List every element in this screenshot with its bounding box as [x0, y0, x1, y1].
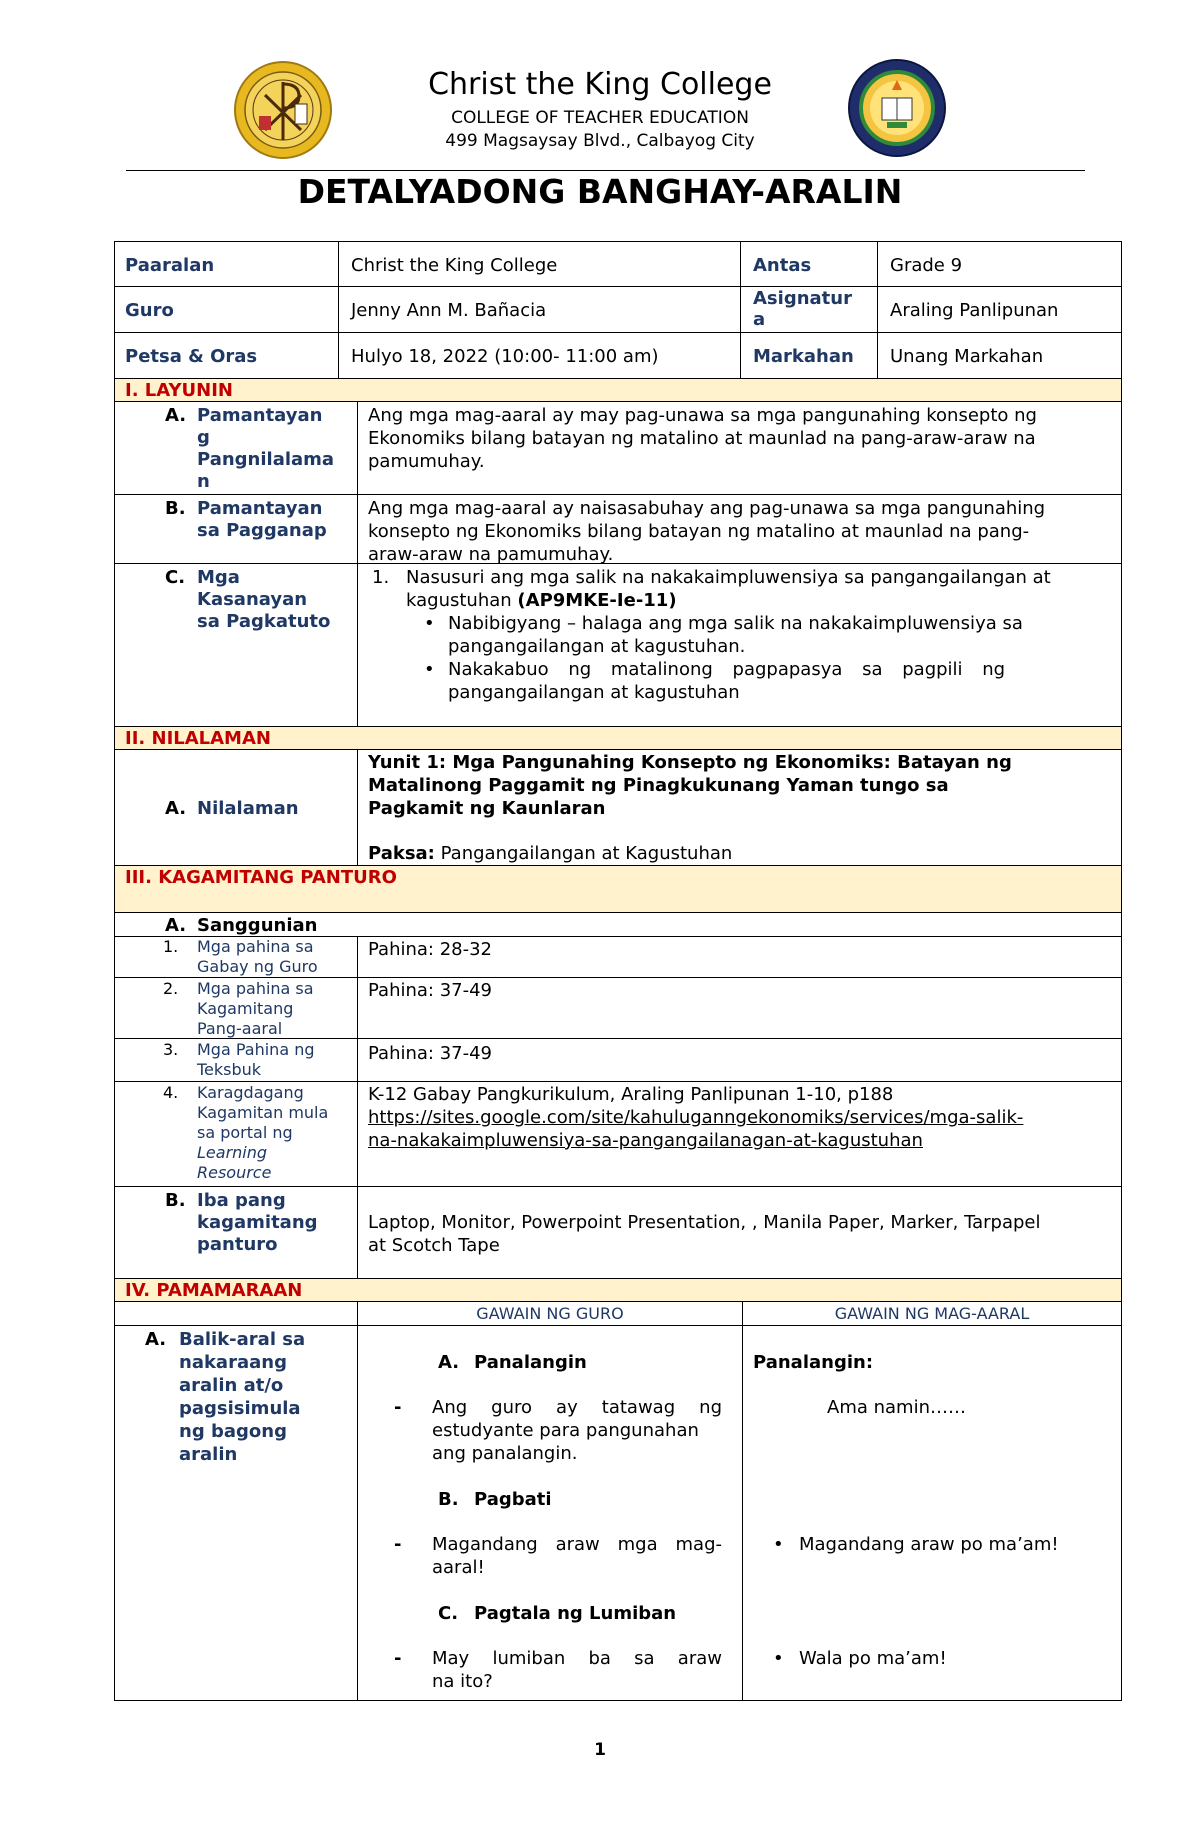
guro-step-title: Pagtala ng Lumiban — [474, 1603, 677, 1624]
nilalaman-text-cell — [357, 749, 1122, 866]
info-cell — [114, 286, 339, 333]
magaaral-prayer: Ama namin…… — [827, 1397, 966, 1418]
ref-label: Kagamitang — [197, 999, 294, 1018]
balik-aral-label: aralin — [179, 1444, 238, 1465]
layunin-c-bullet: pangangailangan at kagustuhan — [448, 682, 740, 703]
info-cell — [114, 332, 339, 379]
ref-label: Learning — [197, 1143, 268, 1162]
nilalaman-a-label: Nilalaman — [197, 798, 299, 819]
college-name: Christ the King College — [428, 67, 772, 102]
ref-label: Teksbuk — [197, 1060, 262, 1079]
layunin-a-label-cell — [114, 401, 358, 495]
magaaral-title: Panalangin: — [753, 1352, 874, 1373]
bullet-icon: • — [424, 613, 435, 634]
ref-label: Kagamitan mula — [197, 1103, 329, 1122]
sanggunian-letter: A. — [165, 915, 187, 936]
paksa-label: Paksa: — [368, 843, 435, 864]
iba-pang-label-cell — [114, 1186, 358, 1279]
layunin-a-text: pamumuhay. — [368, 451, 485, 472]
info-cell — [338, 241, 741, 287]
asignatura-label-cont: a — [753, 309, 766, 330]
layunin-b-text-cell — [357, 494, 1122, 564]
page-number: 1 — [594, 1740, 606, 1760]
layunin-c-bullet: Nabibigyang – halaga ang mga salik na nakakaimpluwensiya sa — [448, 613, 1023, 634]
ref-value: Pahina: 28-32 — [368, 939, 493, 960]
dash-icon: - — [394, 1397, 402, 1418]
layunin-c-text: Nasusuri ang mga salik na nakakaimpluwensiya sa pangangailangan at — [406, 567, 1051, 588]
ref-number: 3. — [163, 1040, 179, 1059]
guro-step-text: Ang guro ay tatawag ng — [432, 1397, 722, 1418]
ref-value: K-12 Gabay Pangkurikulum, Araling Panlipunan 1-10, p188 — [368, 1084, 894, 1105]
guro-step-title: Pagbati — [474, 1489, 552, 1510]
competency-code: (AP9MKE-Ie-11) — [517, 590, 677, 611]
ref-value: Pahina: 37-49 — [368, 1043, 493, 1064]
ref-label-cell — [114, 1081, 358, 1187]
bullet-icon: • — [424, 659, 435, 680]
kagamitan-heading: III. KAGAMITANG PANTURO — [125, 867, 397, 888]
asignatura-value: Araling Panlipunan — [890, 300, 1059, 321]
info-cell — [877, 286, 1122, 333]
layunin-a-text-cell — [357, 401, 1122, 495]
ref-label: Resource — [197, 1163, 272, 1182]
antas-label: Antas — [753, 255, 812, 276]
guro-step-letter: A. — [438, 1352, 460, 1373]
header-divider — [126, 170, 1085, 171]
gawain-magaaral-header: GAWAIN NG MAG-AARAL — [834, 1304, 1030, 1323]
ref-label-cell — [114, 977, 358, 1039]
ref-value-cell — [357, 1038, 1122, 1082]
guro-step-title: Panalangin — [474, 1352, 587, 1373]
ref-value-cell — [357, 936, 1122, 978]
column-header-blank — [114, 1301, 358, 1326]
gawain-guro-cell — [357, 1325, 743, 1701]
ref-value-cell — [357, 977, 1122, 1039]
guro-step-text: Magandang araw mga mag- — [432, 1534, 722, 1555]
info-cell — [740, 241, 878, 287]
ref-value: Pahina: 37-49 — [368, 980, 493, 1001]
iba-pang-label: kagamitang — [197, 1212, 318, 1233]
guro-step-text: ang panalangin. — [432, 1443, 578, 1464]
layunin-b-label: Pamantayan — [197, 498, 323, 519]
balik-aral-label-cell — [114, 1325, 358, 1701]
nilalaman-heading: II. NILALAMAN — [125, 728, 271, 749]
asignatura-label: Asignatur — [753, 288, 852, 309]
info-cell — [338, 332, 741, 379]
layunin-c-label: Kasanayan — [197, 589, 308, 610]
ref-label-cell — [114, 1038, 358, 1082]
layunin-c-bullet: pangangailangan at kagustuhan. — [448, 636, 746, 657]
sanggunian-label: Sanggunian — [197, 915, 318, 936]
sanggunian-row — [114, 912, 1122, 937]
column-header-magaaral — [742, 1301, 1122, 1326]
layunin-c-text: kagustuhan — [406, 590, 512, 611]
guro-step-text: May lumiban ba sa araw — [432, 1648, 722, 1669]
iba-pang-value-cell — [357, 1186, 1122, 1279]
layunin-a-letter: A. — [165, 405, 187, 426]
layunin-b-text: Ang mga mag-aaral ay naisasabuhay ang pag-unawa sa mga pangunahing — [368, 498, 1046, 519]
ref-label: Mga Pahina ng — [197, 1040, 315, 1059]
layunin-c-letter: C. — [165, 567, 186, 588]
iba-pang-label: panturo — [197, 1234, 278, 1255]
nilalaman-label-cell — [114, 749, 358, 866]
document-title: DETALYADONG BANGHAY-ARALIN — [297, 172, 903, 211]
resource-link[interactable]: https://sites.google.com/site/kahuluganngekonomiks/services/mga-salik- — [368, 1107, 1024, 1128]
layunin-c-label: sa Pagkatuto — [197, 611, 331, 632]
layunin-c-text-line — [406, 589, 677, 612]
markahan-label: Markahan — [753, 346, 854, 367]
petsa-label: Petsa & Oras — [125, 346, 258, 367]
dash-icon: - — [394, 1648, 402, 1669]
guro-value: Jenny Ann M. Bañacia — [351, 300, 547, 321]
iba-pang-label: Iba pang — [197, 1190, 286, 1211]
antas-value: Grade 9 — [890, 255, 963, 276]
magaaral-response: Wala po ma’am! — [799, 1648, 947, 1669]
ref-label-cell — [114, 936, 358, 978]
info-cell — [114, 241, 339, 287]
section-band-layunin — [114, 378, 1122, 402]
iba-pang-letter: B. — [165, 1190, 186, 1211]
layunin-b-label-cell — [114, 494, 358, 564]
info-cell — [338, 286, 741, 333]
bullet-icon: • — [773, 1648, 784, 1669]
paksa-line — [368, 842, 732, 865]
bullet-icon: • — [773, 1534, 784, 1555]
layunin-b-text: araw-araw na pamumuhay. — [368, 544, 614, 565]
info-cell — [740, 286, 878, 333]
ref-number: 1. — [163, 937, 179, 956]
layunin-b-label: sa Pagganap — [197, 520, 327, 541]
ref-number: 4. — [163, 1083, 179, 1102]
layunin-a-label: g — [197, 427, 210, 448]
layunin-c-label: Mga — [197, 567, 240, 588]
paksa-value: Pangangailangan at Kagustuhan — [440, 843, 733, 864]
info-cell — [877, 241, 1122, 287]
materials-list: Laptop, Monitor, Powerpoint Presentation, , Manila Paper, Marker, Tarpapel — [368, 1212, 1041, 1233]
balik-aral-label: nakaraang — [179, 1352, 287, 1373]
balik-aral-letter: A. — [145, 1329, 167, 1350]
layunin-heading: I. LAYUNIN — [125, 380, 233, 401]
layunin-b-text: konsepto ng Ekonomiks bilang batayan ng matalino at maunlad na pang- — [368, 521, 1030, 542]
layunin-c-label-cell — [114, 563, 358, 727]
balik-aral-label: aralin at/o — [179, 1375, 284, 1396]
section-band-kagamitan — [114, 865, 1122, 913]
layunin-a-label: n — [197, 471, 210, 492]
unit-title: Yunit 1: Mga Pangunahing Konsepto ng Ekonomiks: Batayan ng — [368, 752, 1012, 773]
guro-step-text: estudyante para pangunahan — [432, 1420, 699, 1441]
markahan-value: Unang Markahan — [890, 346, 1044, 367]
ref-value-cell — [357, 1081, 1122, 1187]
layunin-c-text-cell — [357, 563, 1122, 727]
paaralan-label: Paaralan — [125, 255, 215, 276]
guro-step-letter: C. — [438, 1603, 459, 1624]
ref-label: Gabay ng Guro — [197, 957, 318, 976]
unit-title: Matalinong Paggamit ng Pinagkukunang Yaman tungo sa — [368, 775, 949, 796]
guro-step-text: aaral! — [432, 1557, 485, 1578]
balik-aral-label: pagsisimula — [179, 1398, 301, 1419]
guro-step-text: na ito? — [432, 1671, 493, 1692]
ref-label: Pang-aaral — [197, 1019, 283, 1038]
ref-label: sa portal ng — [197, 1123, 293, 1142]
gawain-magaaral-cell — [742, 1325, 1122, 1701]
paaralan-value: Christ the King College — [351, 255, 558, 276]
layunin-a-label: Pamantayan — [197, 405, 323, 426]
petsa-value: Hulyo 18, 2022 (10:00- 11:00 am) — [351, 346, 659, 367]
college-address: 499 Magsaysay Blvd., Calbayog City — [445, 131, 755, 151]
materials-list: at Scotch Tape — [368, 1235, 500, 1256]
department-name: COLLEGE OF TEACHER EDUCATION — [451, 108, 749, 128]
layunin-b-letter: B. — [165, 498, 186, 519]
guro-step-letter: B. — [438, 1489, 459, 1510]
guro-label: Guro — [125, 300, 174, 321]
layunin-c-bullet: Nakakabuo ng matalinong pagpapasya sa pagpili ng — [448, 659, 1006, 680]
pamamaraan-heading: IV. PAMAMARAAN — [125, 1280, 303, 1301]
balik-aral-label: Balik-aral sa — [179, 1329, 306, 1350]
gawain-guro-header: GAWAIN NG GURO — [476, 1304, 624, 1323]
info-cell — [877, 332, 1122, 379]
dash-icon: - — [394, 1534, 402, 1555]
ref-label: Mga pahina sa — [197, 979, 314, 998]
resource-link[interactable]: na-nakakaimpluwensiya-sa-pangangailanagan-at-kagustuhan — [368, 1130, 923, 1151]
ref-label: Karagdagang — [197, 1083, 304, 1102]
info-cell — [740, 332, 878, 379]
column-header-guro — [357, 1301, 743, 1326]
section-band-nilalaman — [114, 726, 1122, 750]
ref-number: 2. — [163, 979, 179, 998]
layunin-c-number: 1. — [372, 567, 390, 588]
layunin-a-text: Ekonomiks bilang batayan ng matalino at maunlad na pang-araw-araw na — [368, 428, 1036, 449]
balik-aral-label: ng bagong — [179, 1421, 287, 1442]
nilalaman-a-letter: A. — [165, 798, 187, 819]
section-band-pamamaraan — [114, 1278, 1122, 1302]
unit-title: Pagkamit ng Kaunlaran — [368, 798, 606, 819]
ref-label: Mga pahina sa — [197, 937, 314, 956]
layunin-a-text: Ang mga mag-aaral ay may pag-unawa sa mga pangunahing konsepto ng — [368, 405, 1037, 426]
magaaral-response: Magandang araw po ma’am! — [799, 1534, 1059, 1555]
layunin-a-label: Pangnilalama — [197, 449, 335, 470]
